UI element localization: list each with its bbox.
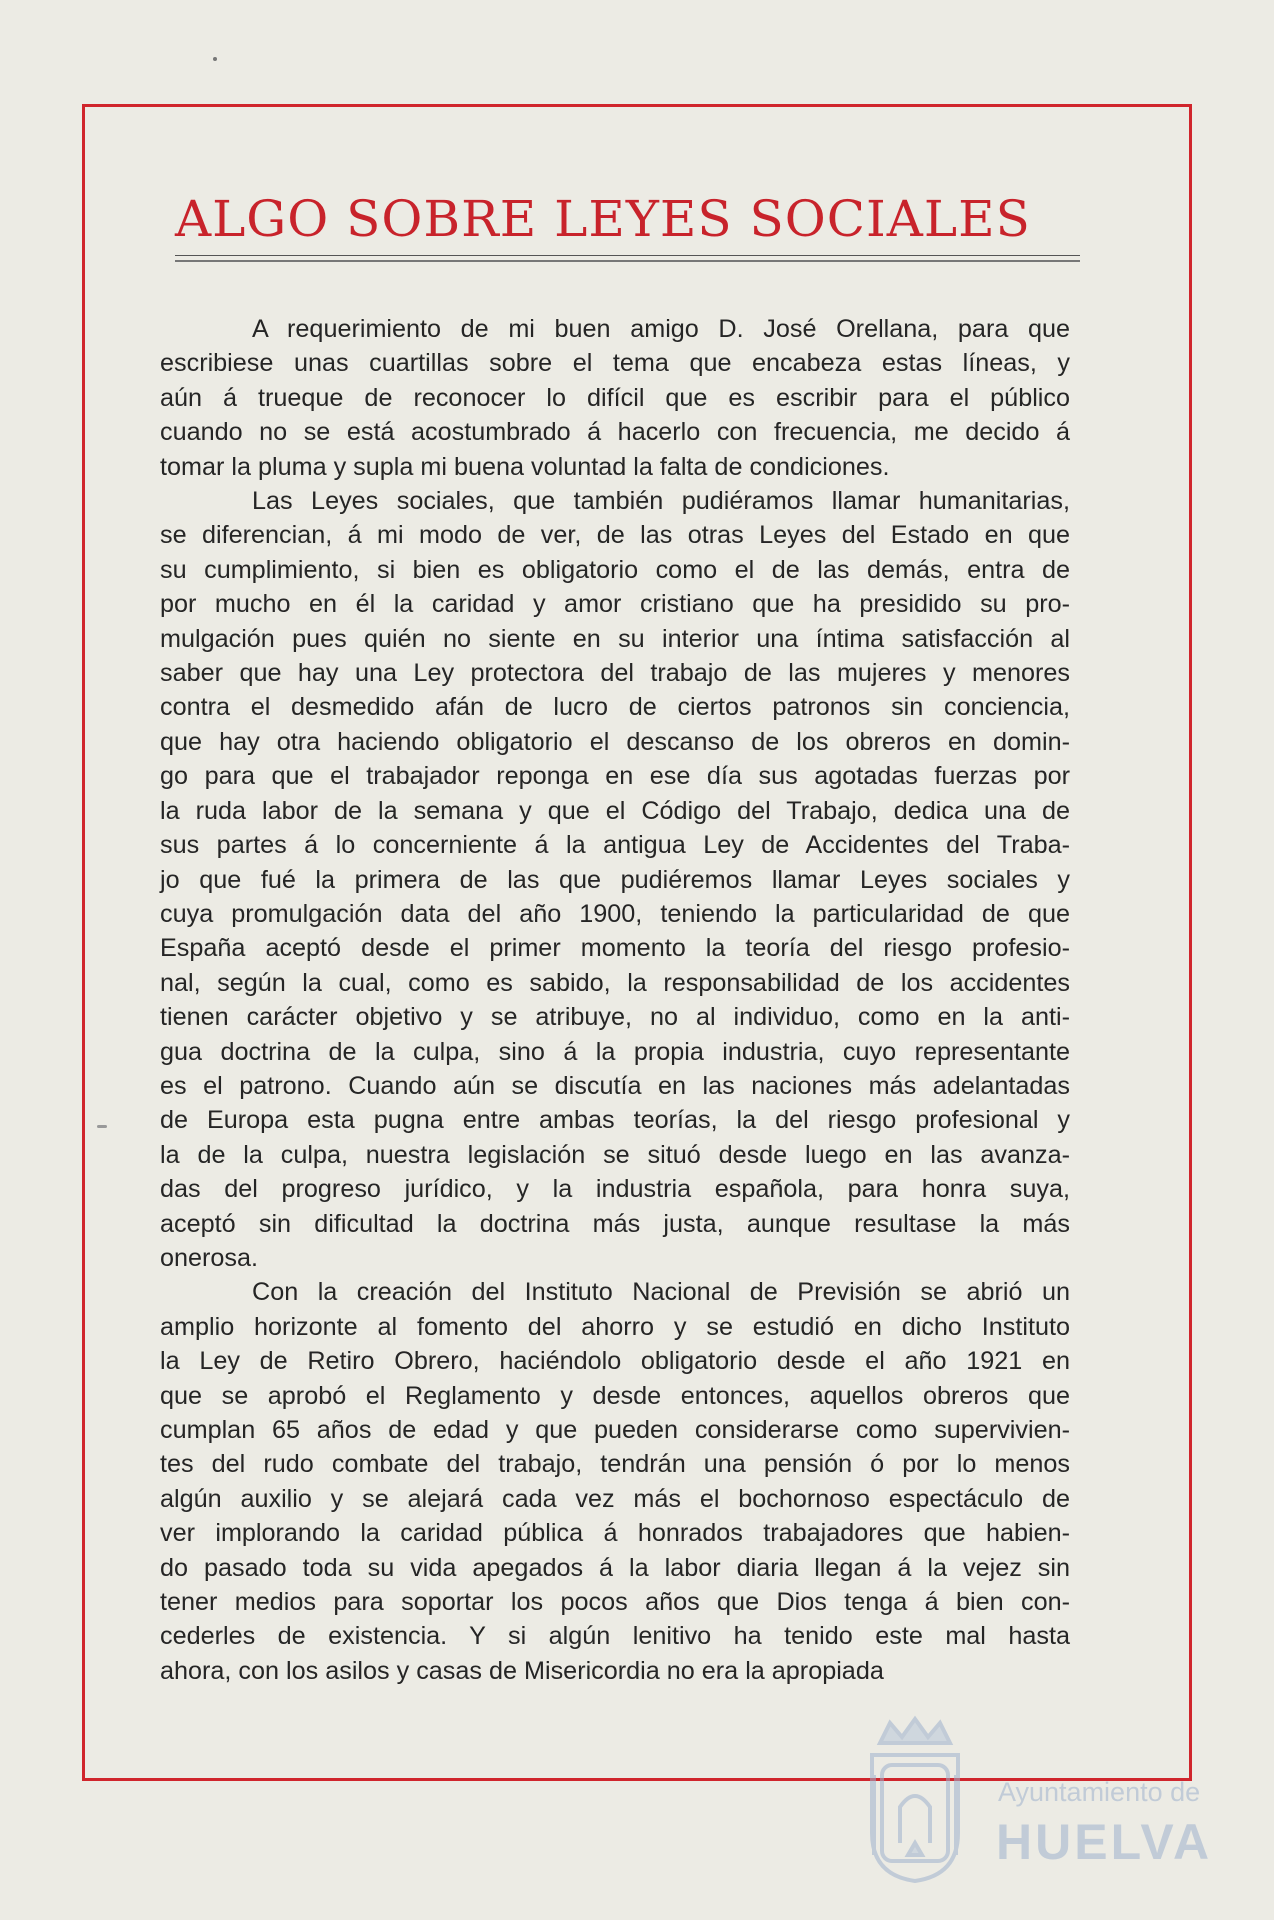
text-line: go para que el trabajador reponga en ese día sus agotadas fuerzas por bbox=[160, 762, 1070, 791]
text-line: contra el desmedido afán de lucro de ciertos patronos sin conciencia, bbox=[160, 693, 1070, 722]
paragraph bbox=[160, 1275, 1070, 1688]
text-line: Las Leyes sociales, que también pudiéramos llamar humanitarias, bbox=[252, 487, 1070, 516]
text-line: cumplan 65 años de edad y que pueden considerarse como supervivien- bbox=[160, 1416, 1070, 1444]
text-line: nal, según la cual, como es sabido, la responsabilidad de los accidentes bbox=[160, 968, 1070, 997]
watermark-line1: Ayuntamiento de bbox=[998, 1777, 1201, 1807]
text-line: ver implorando la caridad pública á honrados trabajadores que habien- bbox=[160, 1519, 1070, 1548]
text-line: cuya promulgación data del año 1900, teniendo la particularidad de que bbox=[160, 899, 1070, 928]
watermark-line2: HUELVA bbox=[996, 1814, 1213, 1870]
text-line: la de la culpa, nuestra legislación se situó desde luego en las avanza- bbox=[160, 1140, 1070, 1169]
text-line: cuando no se está acostumbrado á hacerlo con frecuencia, me decido á bbox=[160, 418, 1070, 447]
title-rule-bottom bbox=[175, 260, 1080, 262]
text-line: tomar la pluma y supla mi buena voluntad la falta de condiciones. bbox=[160, 452, 890, 481]
text-line: la Ley de Retiro Obrero, haciéndolo obligatorio desde el año 1921 en bbox=[160, 1347, 1070, 1376]
article-body bbox=[160, 312, 1070, 1688]
city-crest-icon bbox=[860, 1715, 970, 1885]
text-line: por mucho en él la caridad y amor cristiano que ha presidido su pro- bbox=[160, 590, 1070, 619]
page-title: ALGO SOBRE LEYES SOCIALES bbox=[175, 190, 1031, 248]
text-line: tes del rudo combate del trabajo, tendrán una pensión ó por lo menos bbox=[160, 1450, 1070, 1479]
text-line: que se aprobó el Reglamento y desde entonces, aquellos obreros que bbox=[160, 1381, 1070, 1410]
text-line: saber que hay una Ley protectora del trabajo de las mujeres y menores bbox=[160, 659, 1070, 688]
text-line: de Europa esta pugna entre ambas teorías, la del riesgo profesional y bbox=[160, 1106, 1070, 1135]
text-line: do pasado toda su vida apegados á la labor diaria llegan á la vejez sin bbox=[160, 1553, 1070, 1582]
text-line: A requerimiento de mi buen amigo D. José Orellana, para que bbox=[252, 315, 1070, 343]
text-line: mulgación pues quién no siente en su interior una íntima satisfacción al bbox=[160, 624, 1070, 653]
text-line: jo que fué la primera de las que pudiéremos llamar Leyes sociales y bbox=[160, 865, 1070, 894]
paragraph bbox=[160, 312, 1070, 484]
text-line: la ruda labor de la semana y que el Código del Trabajo, dedica una de bbox=[160, 796, 1070, 825]
paper-speck bbox=[213, 57, 217, 61]
text-line: aceptó sin dificultad la doctrina más justa, aunque resultase la más bbox=[160, 1209, 1070, 1238]
watermark bbox=[860, 1715, 1213, 1885]
text-line: se diferencian, á mi modo de ver, de las otras Leyes del Estado en que bbox=[160, 521, 1070, 550]
text-line: tener medios para soportar los pocos años que Dios tenga á bien con- bbox=[160, 1588, 1070, 1617]
text-line: algún auxilio y se alejará cada vez más el bochornoso espectáculo de bbox=[160, 1484, 1070, 1513]
text-line: España aceptó desde el primer momento la teoría del riesgo profesio- bbox=[160, 934, 1070, 963]
text-line: escribiese unas cuartillas sobre el tema que encabeza estas líneas, y bbox=[160, 349, 1070, 378]
text-line: onerosa. bbox=[160, 1243, 259, 1272]
text-line: ahora, con los asilos y casas de Misericordia no era la apropiada bbox=[160, 1656, 884, 1685]
text-line: sus partes á lo concerniente á la antigua Ley de Accidentes del Traba- bbox=[160, 831, 1070, 860]
text-line: tienen carácter objetivo y se atribuye, no al individuo, como en la anti- bbox=[160, 1003, 1070, 1032]
text-line: que hay otra haciendo obligatorio el descanso de los obreros en domin- bbox=[160, 727, 1070, 756]
text-line: aún á trueque de reconocer lo difícil que es escribir para el público bbox=[160, 383, 1070, 412]
text-line: Con la creación del Instituto Nacional de Previsión se abrió un bbox=[252, 1278, 1070, 1307]
text-line: das del progreso jurídico, y la industria española, para honra suya, bbox=[160, 1175, 1070, 1204]
text-line: amplio horizonte al fomento del ahorro y se estudió en dicho Instituto bbox=[160, 1312, 1070, 1341]
text-line: es el patrono. Cuando aún se discutía en las naciones más adelantadas bbox=[160, 1071, 1070, 1100]
title-rule-top bbox=[175, 255, 1080, 256]
text-line: gua doctrina de la culpa, sino á la propia industria, cuyo representante bbox=[160, 1037, 1070, 1066]
text-line: cederles de existencia. Y si algún lenitivo ha tenido este mal hasta bbox=[160, 1622, 1070, 1651]
paragraph bbox=[160, 484, 1070, 1275]
paper-speck bbox=[97, 1125, 107, 1128]
text-line: su cumplimiento, si bien es obligatorio como el de las demás, entra de bbox=[160, 555, 1070, 584]
